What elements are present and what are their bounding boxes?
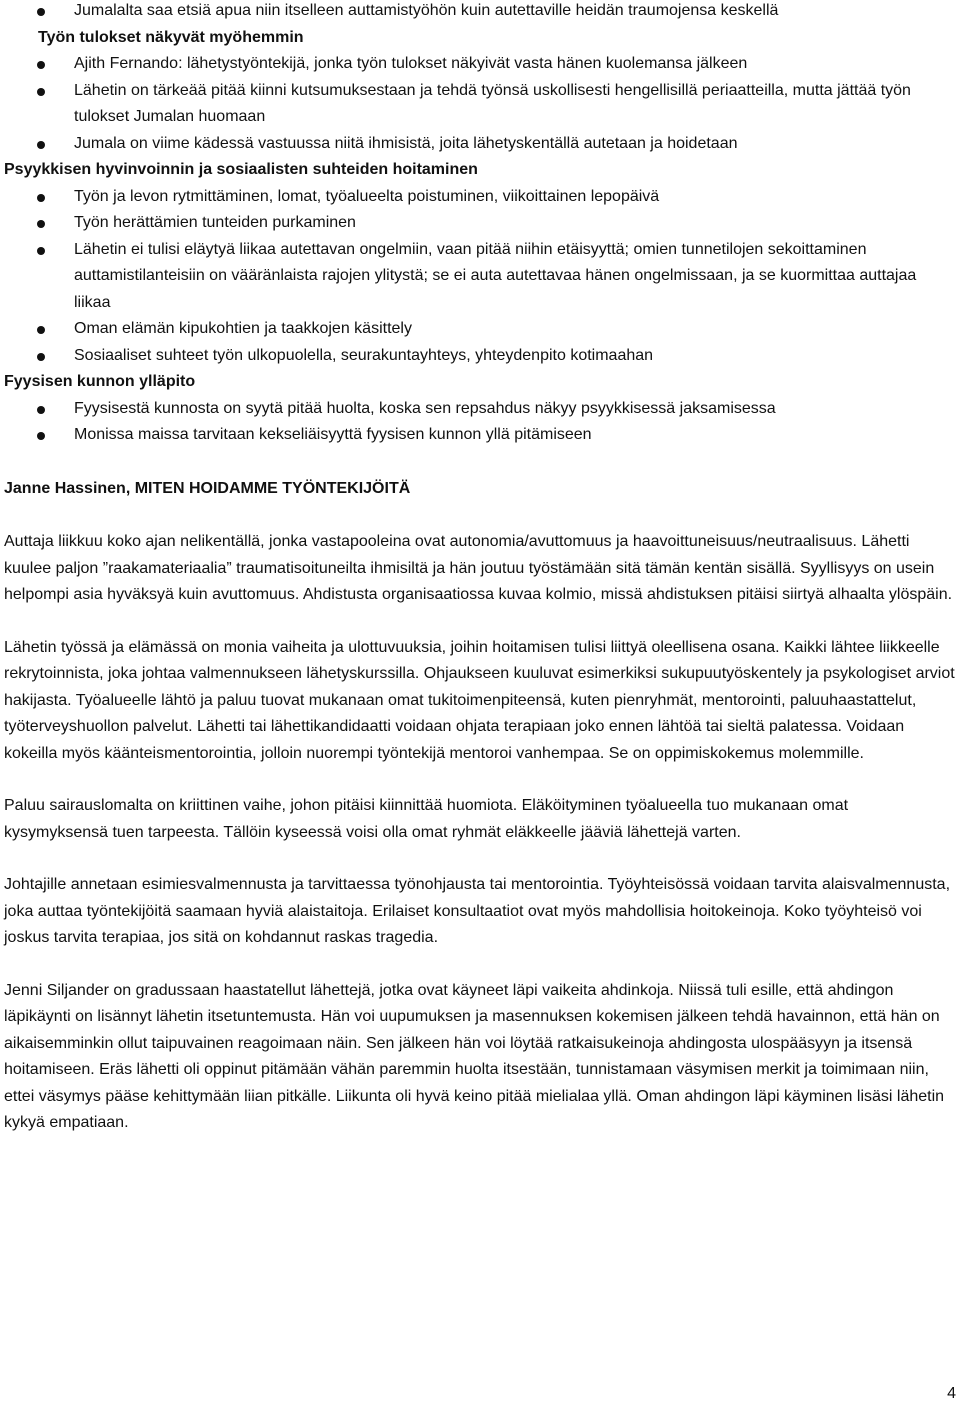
section-heading-physical: Fyysisen kunnon ylläpito xyxy=(4,373,196,390)
paragraph: Johtajille annetaan esimiesvalmennusta ja tarvittaessa työnohjausta tai mentorointia. Työyhteisössä voidaan tarvita alaisvalmennusta, joka auttaa työntekijöitä saamaan hyviä alaistaitoja. Erilaiset konsultaatiot ovat myös mahdollisia hoitokeinoja. Koko työyhteisö voi joskus tarvita terapiaa, jos sitä on kohdannut raskas tragedia. xyxy=(4,876,951,946)
section-heading-results: Työn tulokset näkyvät myöhemmin xyxy=(38,28,304,46)
spacer xyxy=(4,767,956,793)
spacer xyxy=(4,952,956,978)
list-item: Monissa maissa tarvitaan kekseliäisyyttä fyysisen kunnon yllä pitämiseen xyxy=(4,422,956,449)
list-item: Työn herättämien tunteiden purkaminen xyxy=(4,210,956,237)
intro-bullet-list xyxy=(4,0,956,25)
physical-bullet-list xyxy=(4,396,956,449)
spacer xyxy=(4,846,956,872)
document-page xyxy=(4,0,956,1137)
section-heading-psych: Psyykkisen hyvinvoinnin ja sosiaalisten suhteiden hoitaminen xyxy=(4,161,478,178)
list-item: Oman elämän kipukohtien ja taakkojen käsittely xyxy=(4,316,956,343)
list-item: Jumalalta saa etsiä apua niin itselleen auttamistyöhön kuin autettaville heidän traumojensa keskellä xyxy=(4,0,956,25)
list-item: Sosiaaliset suhteet työn ulkopuolella, seurakuntayhteys, yhteydenpito kotimaahan xyxy=(4,343,956,370)
page-number: 4 xyxy=(947,1385,956,1402)
results-bullet-list xyxy=(4,51,956,157)
list-item: Lähetin on tärkeää pitää kiinni kutsumuksestaan ja tehdä työnsä uskollisesti hengellisillä periaatteilla, mutta jättää työn tulokset Jumalan huomaan xyxy=(4,78,956,131)
article-heading: Janne Hassinen, MITEN HOIDAMME TYÖNTEKIJÖITÄ xyxy=(4,479,411,497)
list-item: Jumala on viime kädessä vastuussa niitä ihmisistä, joita lähetyskentällä autetaan ja hoidetaan xyxy=(4,131,956,158)
paragraph: Lähetin työssä ja elämässä on monia vaiheita ja ulottuvuuksia, joihin hoitamisen tulisi liittyä oleellisena osana. Kaikki lähtee liikkeelle rekrytoinnista, joka johtaa valmennukseen lähetyskurssilla. Ohjaukseen kuuluvat esimerkiksi sukupuutyöskentely ja psykologiset arviot hakijasta. Työalueelle lähtö ja paluu tuovat mukanaan omat tukitoimenpiteensä, kuten pienryhmät, mentorointi, paluuhaastattelut, työterveyshuollon palvelut. Lähetti tai lähettikandidaatti voidaan ohjata terapiaan joko ennen lähtöä tai sieltä palatessa. Voidaan kokeilla myös käänteismentorointia, jolloin nuorempi työntekijä mentoroi vanhempaa. Se on oppimiskokemus molemmille. xyxy=(4,638,955,762)
list-item: Työn ja levon rytmittäminen, lomat, työalueelta poistuminen, viikoittainen lepopäivä xyxy=(4,184,956,211)
spacer xyxy=(4,449,956,476)
list-item: Lähetin ei tulisi eläytyä liikaa autettavan ongelmiin, vaan pitää niihin etäisyyttä; omien tunnetilojen sekoittaminen auttamistilanteisiin on vääränlaista rajojen ylitystä; se ei auta autettavaa hänen ongelmissaan, ja se kuormittaa auttajaa liikaa xyxy=(4,237,956,317)
list-item: Fyysisestä kunnosta on syytä pitää huolta, koska sen repsahdus näkyy psyykkisessä jaksamisessa xyxy=(4,396,956,423)
paragraph: Auttaja liikkuu koko ajan nelikentällä, jonka vastapooleina ovat autonomia/avuttomuus ja haavoittuneisuus/neutraalisuus. Lähetti kuulee paljon ”raakamateriaalia” traumatisoituneilta ihmisiltä ja hän joutuu työstämään sitä tämän kentän sisällä. Syyllisyys on usein helpompi asia hyväksyä kuin avuttomuus. Ahdistusta organisaatiossa kuvaa kolmio, missä ahdistuksen pitäisi siirtyä alhaalta ylöspäin. xyxy=(4,533,953,603)
psych-bullet-list xyxy=(4,184,956,370)
list-item: Ajith Fernando: lähetystyöntekijä, jonka työn tulokset näkyivät vasta hänen kuolemansa jälkeen xyxy=(4,51,956,78)
paragraph: Jenni Siljander on gradussaan haastatellut lähettejä, jotka ovat käyneet läpi vaikeita ahdinkoja. Niissä tuli esille, että ahdingon läpikäynti on lisännyt lähetin itsetuntemusta. Hän voi uupumuksen ja masennuksen kokemisen jälkeen tehdä havainnon, että hän on aikaisemminkin ollut taipuvainen reagoimaan näin. Sen jälkeen hän voi löytää ratkaisukeinoja ahdingosta ulospääsyyn ja itsensä hoitamiseen. Eräs lähetti oli oppinut pitämään vähän paremmin huolta itsestään, tunnistamaan väsymisen merkit ja toimimaan niin, ettei väsymys pääse kehittymään liian pitkälle. Liikunta oli hyvä keino pitää mielialaa yllä. Oman ahdingon läpi käyminen lisäsi lähetin kykyä empatiaan. xyxy=(4,981,945,1131)
paragraph: Paluu sairauslomalta on kriittinen vaihe, johon pitäisi kiinnittää huomiota. Eläköityminen työalueella tuo mukanaan omat kysymyksensä tuen tarpeesta. Tällöin kyseessä voisi olla omat ryhmät eläkkeelle jääviä lähettejä varten. xyxy=(4,797,849,841)
spacer xyxy=(4,502,956,529)
spacer xyxy=(4,609,956,635)
